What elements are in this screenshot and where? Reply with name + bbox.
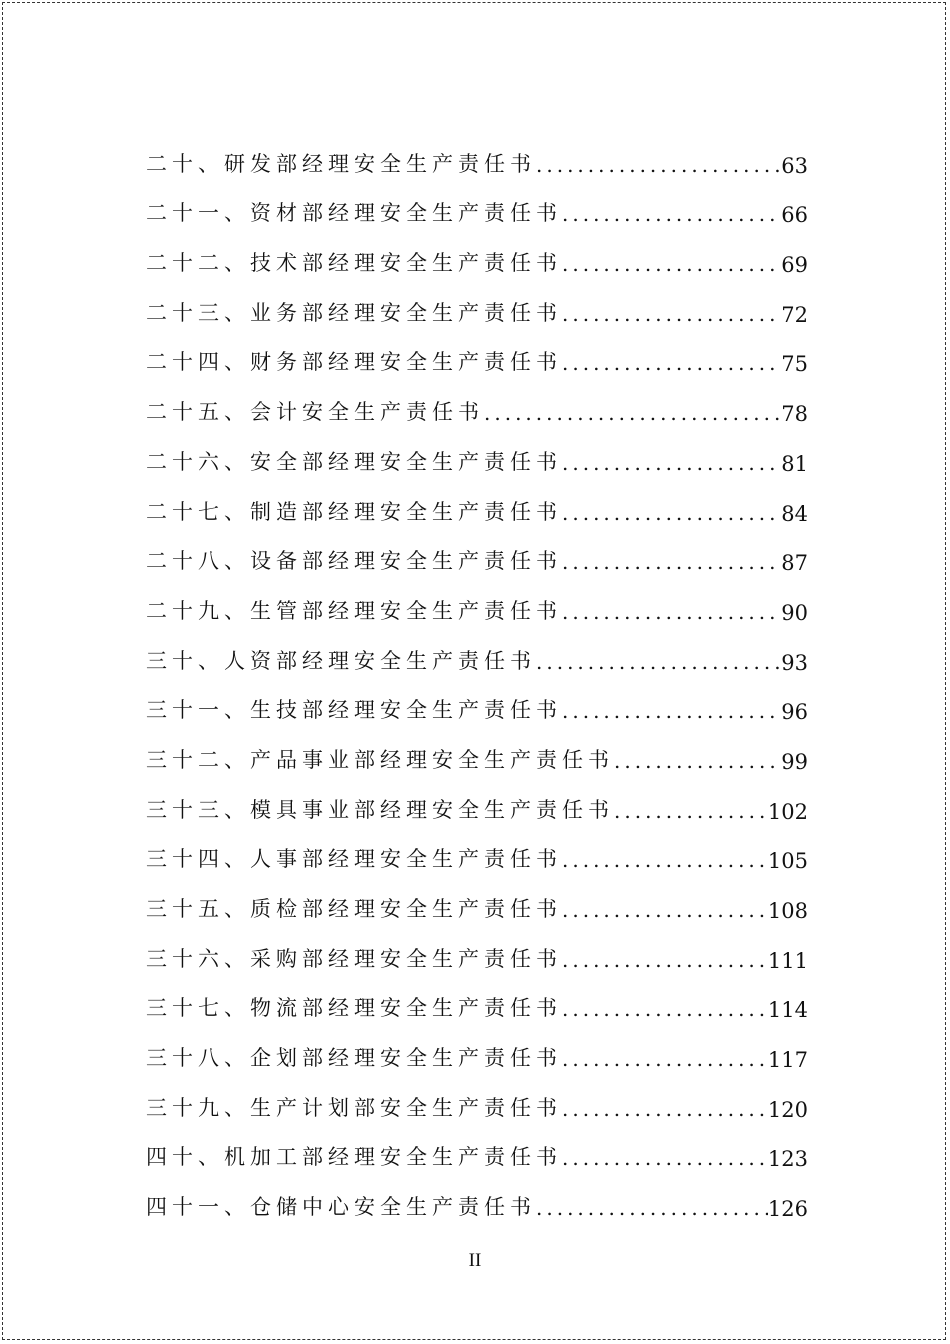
toc-entry-page: 114	[767, 998, 808, 1023]
toc-entry[interactable]	[146, 178, 808, 228]
toc-entry-page: 78	[781, 402, 808, 427]
toc-entry-page: 126	[767, 1197, 808, 1222]
toc-entry-page: 120	[767, 1097, 808, 1122]
toc-entry-title: 二十三、业务部经理安全生产责任书	[146, 300, 562, 325]
toc-entry-title: 三十二、产品事业部经理安全生产责任书	[146, 747, 614, 772]
toc-entry[interactable]	[146, 526, 808, 576]
toc-entry-title: 四十一、仓储中心安全生产责任书	[146, 1195, 536, 1220]
toc-entry-page: 105	[767, 849, 808, 874]
toc-entry[interactable]	[146, 675, 808, 725]
toc-entry-page: 108	[767, 899, 808, 923]
toc-entry-title: 三十、人资部经理安全生产责任书	[146, 648, 536, 673]
toc-dot-leader	[562, 950, 768, 973]
toc-dot-leader	[562, 204, 781, 227]
toc-dot-leader	[562, 453, 781, 476]
toc-entry[interactable]	[146, 575, 808, 625]
toc-entry[interactable]	[146, 426, 808, 476]
toc-dot-leader	[562, 1148, 768, 1171]
toc-entry[interactable]	[146, 227, 808, 277]
toc-entry-page: 93	[781, 650, 808, 675]
toc-entry-page: 66	[781, 203, 808, 228]
toc-entry[interactable]	[146, 923, 808, 973]
toc-entry[interactable]	[146, 1171, 808, 1221]
toc-entry-page: 72	[781, 302, 808, 327]
toc-dot-leader	[562, 701, 781, 724]
toc-entry[interactable]	[146, 873, 808, 923]
toc-dot-leader	[562, 850, 768, 873]
toc-dot-leader	[562, 900, 768, 923]
toc-dot-leader	[614, 751, 781, 774]
toc-dot-leader	[562, 353, 781, 376]
toc-entry-title: 三十四、人事部经理安全生产责任书	[146, 847, 562, 872]
toc-entry-page: 87	[781, 551, 808, 576]
toc-entry-page: 84	[781, 501, 808, 526]
toc-dot-leader	[562, 1049, 768, 1072]
toc-entry-page: 102	[767, 799, 808, 824]
toc-entry[interactable]	[146, 128, 808, 178]
toc-entry-title: 三十六、采购部经理安全生产责任书	[146, 946, 562, 971]
toc-dot-leader	[614, 801, 768, 824]
toc-entry-title: 二十五、会计安全生产责任书	[146, 400, 484, 425]
toc-entry-title: 二十八、设备部经理安全生产责任书	[146, 549, 562, 574]
page-number: II	[468, 1250, 482, 1271]
toc-dot-leader	[562, 503, 781, 526]
toc-entry-title: 三十五、质检部经理安全生产责任书	[146, 897, 562, 921]
toc-dot-leader	[562, 254, 781, 277]
toc-entry-page: 69	[781, 253, 808, 278]
toc-entry[interactable]	[146, 277, 808, 327]
toc-entry-page: 96	[781, 700, 808, 725]
toc-entry-title: 二十四、财务部经理安全生产责任书	[146, 350, 562, 375]
toc-dot-leader	[562, 1099, 768, 1122]
toc-dot-leader	[562, 602, 781, 625]
toc-entry-page: 111	[767, 948, 808, 973]
toc-entry-page: 63	[781, 153, 808, 178]
toc-entry-page: 90	[781, 600, 808, 625]
toc-entry-page: 123	[767, 1147, 808, 1172]
toc-entry[interactable]	[146, 973, 808, 1023]
toc-entry-title: 二十一、资材部经理安全生产责任书	[146, 201, 562, 226]
toc-entry-page: 117	[767, 1048, 808, 1073]
toc-entry-title: 三十七、物流部经理安全生产责任书	[146, 996, 562, 1021]
toc-entry[interactable]	[146, 774, 808, 824]
toc-entry-title: 三十一、生技部经理安全生产责任书	[146, 698, 562, 723]
toc-entry-title: 二十、研发部经理安全生产责任书	[146, 151, 536, 176]
toc-entry-page: 75	[781, 352, 808, 377]
toc-entry[interactable]	[146, 1072, 808, 1122]
toc-entry-page: 99	[781, 749, 808, 774]
toc-entry-page: 81	[781, 451, 808, 476]
toc-entry-title: 三十八、企划部经理安全生产责任书	[146, 1046, 562, 1071]
toc-dot-leader	[562, 999, 768, 1022]
toc-dot-leader	[536, 1198, 768, 1221]
toc-entry[interactable]	[146, 724, 808, 774]
toc-entry-title: 二十二、技术部经理安全生产责任书	[146, 251, 562, 276]
toc-entry-title: 二十九、生管部经理安全生产责任书	[146, 598, 562, 623]
toc-dot-leader	[536, 652, 781, 675]
toc-dot-leader	[562, 304, 781, 327]
toc-entry[interactable]	[146, 625, 808, 675]
toc-entry[interactable]	[146, 1122, 808, 1172]
toc-entry-title: 二十七、制造部经理安全生产责任书	[146, 499, 562, 524]
toc-entry-title: 三十九、生产计划部安全生产责任书	[146, 1095, 562, 1120]
toc-entry[interactable]	[146, 824, 808, 874]
toc-entry[interactable]	[146, 476, 808, 526]
toc-dot-leader	[536, 155, 781, 178]
toc-dot-leader	[484, 403, 781, 426]
toc-entry[interactable]	[146, 1022, 808, 1072]
toc-entry[interactable]	[146, 327, 808, 377]
toc-dot-leader	[562, 552, 781, 575]
toc-entry[interactable]	[146, 376, 808, 426]
toc-entry-title: 三十三、模具事业部经理安全生产责任书	[146, 797, 614, 822]
table-of-contents	[146, 128, 808, 1221]
toc-entry-title: 四十、机加工部经理安全生产责任书	[146, 1145, 562, 1170]
toc-entry-title: 二十六、安全部经理安全生产责任书	[146, 449, 562, 474]
